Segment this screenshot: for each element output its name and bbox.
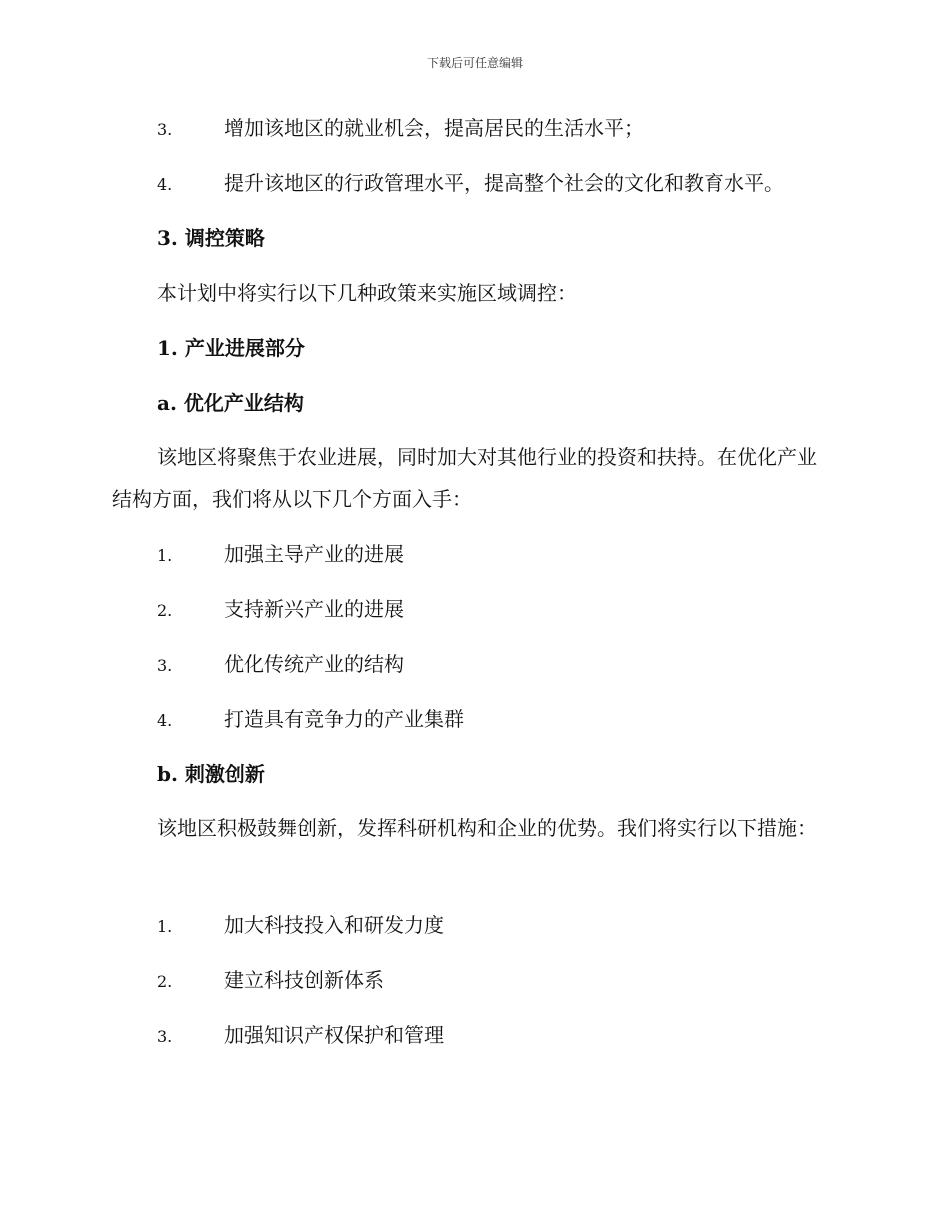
list-text: 优化传统产业的结构 bbox=[224, 652, 404, 676]
paragraph-stimulate-innovation: 该地区积极鼓舞创新，发挥科研机构和企业的优势。我们将实行以下措施： bbox=[157, 816, 817, 840]
part-heading-industry: 1. 产业进展部分 bbox=[157, 336, 305, 360]
list-number: 1. bbox=[157, 546, 173, 565]
list-number: 3. bbox=[157, 120, 173, 139]
subheading-stimulate-innovation: b. 刺激创新 bbox=[157, 762, 265, 786]
list-item bbox=[157, 169, 784, 199]
page-header: 下载后可任意编辑 bbox=[426, 56, 523, 70]
list-item bbox=[157, 966, 384, 996]
list-number: 1. bbox=[157, 917, 173, 936]
list-item bbox=[157, 650, 404, 680]
list-number: 4. bbox=[157, 175, 173, 194]
list-number: 2. bbox=[157, 972, 173, 991]
list-item bbox=[157, 911, 444, 941]
list-text: 加大科技投入和研发力度 bbox=[224, 913, 444, 937]
list-text: 提升该地区的行政管理水平，提高整个社会的文化和教育水平。 bbox=[224, 171, 784, 195]
list-item bbox=[157, 1021, 444, 1051]
list-item bbox=[157, 595, 404, 625]
list-item bbox=[157, 114, 644, 144]
list-item bbox=[157, 540, 404, 570]
section-heading-strategy: 3. 调控策略 bbox=[157, 226, 265, 250]
list-text: 增加该地区的就业机会，提高居民的生活水平； bbox=[224, 116, 644, 140]
list-text: 建立科技创新体系 bbox=[224, 968, 384, 992]
list-text: 支持新兴产业的进展 bbox=[224, 597, 404, 621]
list-item bbox=[157, 705, 464, 735]
subheading-optimize-structure: a. 优化产业结构 bbox=[157, 391, 304, 415]
list-text: 加强知识产权保护和管理 bbox=[224, 1023, 444, 1047]
paragraph-optimize-structure: 该地区将聚焦于农业进展，同时加大对其他行业的投资和扶持。在优化产业结构方面，我们将从以下几个方面入手： bbox=[112, 445, 817, 511]
section-intro: 本计划中将实行以下几种政策来实施区域调控： bbox=[157, 281, 577, 305]
list-text: 打造具有竞争力的产业集群 bbox=[224, 707, 464, 731]
list-number: 2. bbox=[157, 601, 173, 620]
list-text: 加强主导产业的进展 bbox=[224, 542, 404, 566]
list-number: 3. bbox=[157, 656, 173, 675]
list-number: 3. bbox=[157, 1027, 173, 1046]
list-number: 4. bbox=[157, 711, 173, 730]
